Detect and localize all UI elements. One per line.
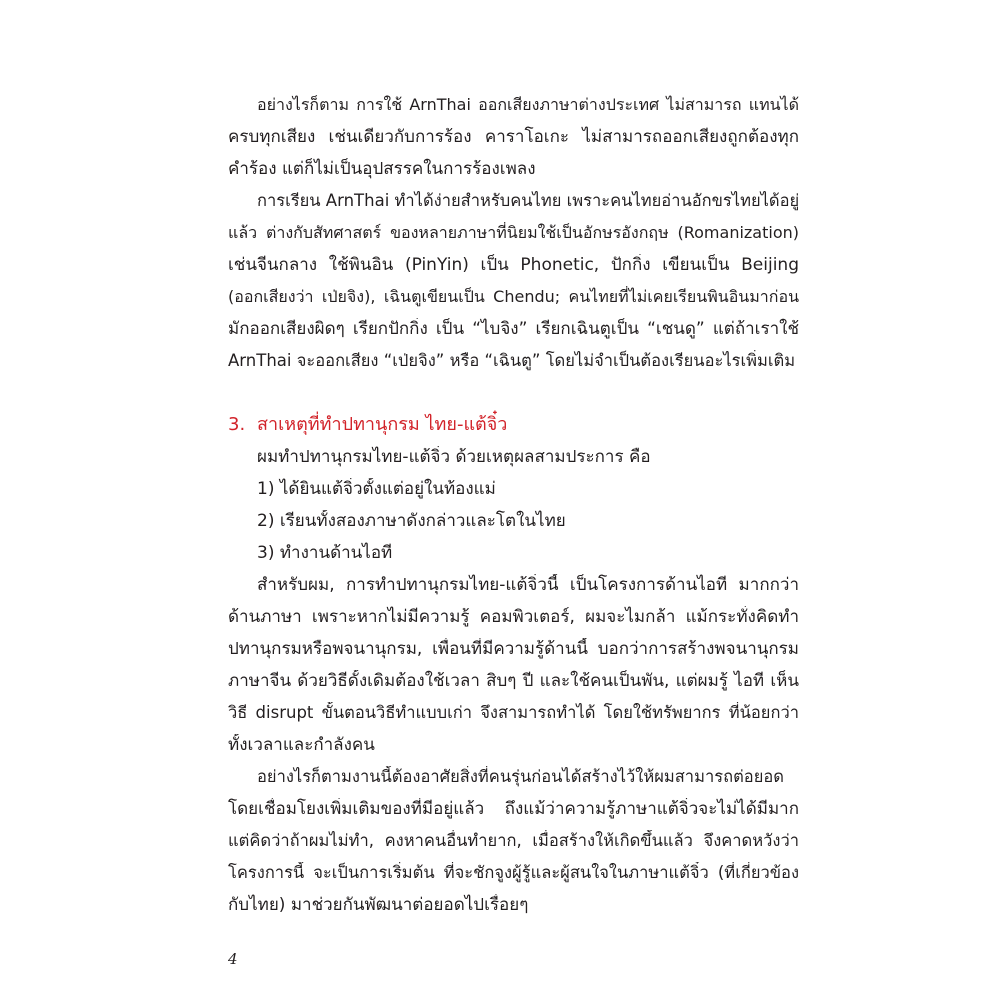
paragraph-4-line-4: โครงการนี้ จะเป็นการเริ่มต้น ที่จะชักจูงผู้รู้และผู้สนใจในภาษาแต้จิ๋ว (ที่เกี่ยวข้อง	[228, 863, 799, 882]
section-3-intro: ผมทำปทานุกรมไทย-แต้จิ๋ว ด้วยเหตุผลสามประการ คือ	[257, 447, 651, 467]
reason-item-2: 2) เรียนทั้งสองภาษาดังกล่าวและโตในไทย	[257, 511, 566, 531]
section-3-title: สาเหตุที่ทำปทานุกรม ไทย-แต้จิ๋ว	[257, 414, 508, 435]
paragraph-2-line-2: แล้ว ต่างกับสัทศาสตร์ ของหลายภาษาที่นิยมใช้เป็นอักษรอังกฤษ (Romanization)	[228, 223, 799, 242]
paragraph-3-line-2: ด้านภาษา เพราะหากไม่มีความรู้ คอมพิวเตอร์, ผมจะไมกล้า แม้กระทั่งคิดทำ	[228, 607, 799, 627]
paragraph-1-line-3: คำร้อง แต่ก็ไม่เป็นอุปสรรคในการร้องเพลง	[228, 159, 536, 179]
paragraph-4-line-1: อย่างไรก็ตามงานนี้ต้องอาศัยสิ่งที่คนรุ่นก่อนได้สร้างไว้ให้ผมสามารถต่อยอด	[257, 767, 784, 786]
paragraph-3-line-6: ทั้งเวลาและกำลังคน	[228, 735, 375, 755]
paragraph-3-line-1: สำหรับผม, การทำปทานุกรมไทย-แต้จิ๋วนี้ เป็นโครงการด้านไอที มากกว่า	[257, 575, 799, 595]
paragraph-1-line-1: อย่างไรก็ตาม การใช้ ArnThai ออกเสียงภาษาต่างประเทศ ไม่สามารถ แทนได้	[257, 95, 799, 114]
paragraph-3-line-4: ภาษาจีน ด้วยวิธีดั้งเดิมต้องใช้เวลา สิบๆ ปี และใช้คนเป็นพัน, แต่ผมรู้ ไอที เห็น	[228, 671, 799, 691]
paragraph-3-line-5: วิธี disrupt ขั้นตอนวิธีทำแบบเก่า จึงสามารถทำได้ โดยใช้ทรัพยากร ที่น้อยกว่า	[228, 703, 799, 722]
paragraph-2-line-3: เช่นจีนกลาง ใช้พินอิน (PinYin) เป็น Phonetic, ปักกิ่ง เขียนเป็น Beijing	[228, 255, 799, 275]
paragraph-2-line-5: มักออกเสียงผิดๆ เรียกปักกิ่ง เป็น “ไบจิง” เรียกเฉินตูเป็น “เชนดู” แต่ถ้าเราใช้	[228, 319, 799, 339]
paragraph-3-line-3: ปทานุกรมหรือพจนานุกรม, เพื่อนที่มีความรู้ด้านนี้ บอกว่าการสร้างพจนานุกรม	[228, 639, 799, 659]
section-3-heading	[228, 414, 799, 436]
reason-item-3: 3) ทำงานด้านไอที	[257, 543, 393, 563]
paragraph-4-line-3: แต่คิดว่าถ้าผมไม่ทำ, คงหาคนอื่นทำยาก, เมื่อสร้างให้เกิดขึ้นแล้ว จึงคาดหวังว่า	[228, 831, 799, 850]
paragraph-4-line-2: โดยเชื่อมโยงเพิ่มเติมของที่มีอยู่แล้ว ถึงแม้ว่าความรู้ภาษาแต้จิ๋วจะไม่ได้มีมาก	[228, 799, 799, 819]
paragraph-2-line-6: ArnThai จะออกเสียง “เป่ยจิง” หรือ “เฉินตู” โดยไม่จำเป็นต้องเรียนอะไรเพิ่มเติม	[228, 351, 796, 370]
reason-item-1: 1) ได้ยินแต้จิ๋วตั้งแต่อยู่ในท้องแม่	[257, 479, 496, 499]
paragraph-2-line-4: (ออกเสียงว่า เป่ยจิง), เฉินตูเขียนเป็น Chendu; คนไทยที่ไม่เคยเรียนพินอินมาก่อน	[228, 287, 799, 306]
section-3-number: 3.	[228, 414, 246, 435]
paragraph-2-line-1: การเรียน ArnThai ทำได้ง่ายสำหรับคนไทย เพราะคนไทยอ่านอักขรไทยได้อยู่	[257, 191, 799, 210]
paragraph-1-line-2: ครบทุกเสียง เช่นเดียวกับการร้อง คาราโอเกะ ไม่สามารถออกเสียงถูกต้องทุก	[228, 127, 799, 147]
paragraph-4-line-5: กับไทย) มาช่วยกันพัฒนาต่อยอดไปเรื่อยๆ	[228, 895, 529, 915]
page-number: 4	[228, 950, 238, 968]
